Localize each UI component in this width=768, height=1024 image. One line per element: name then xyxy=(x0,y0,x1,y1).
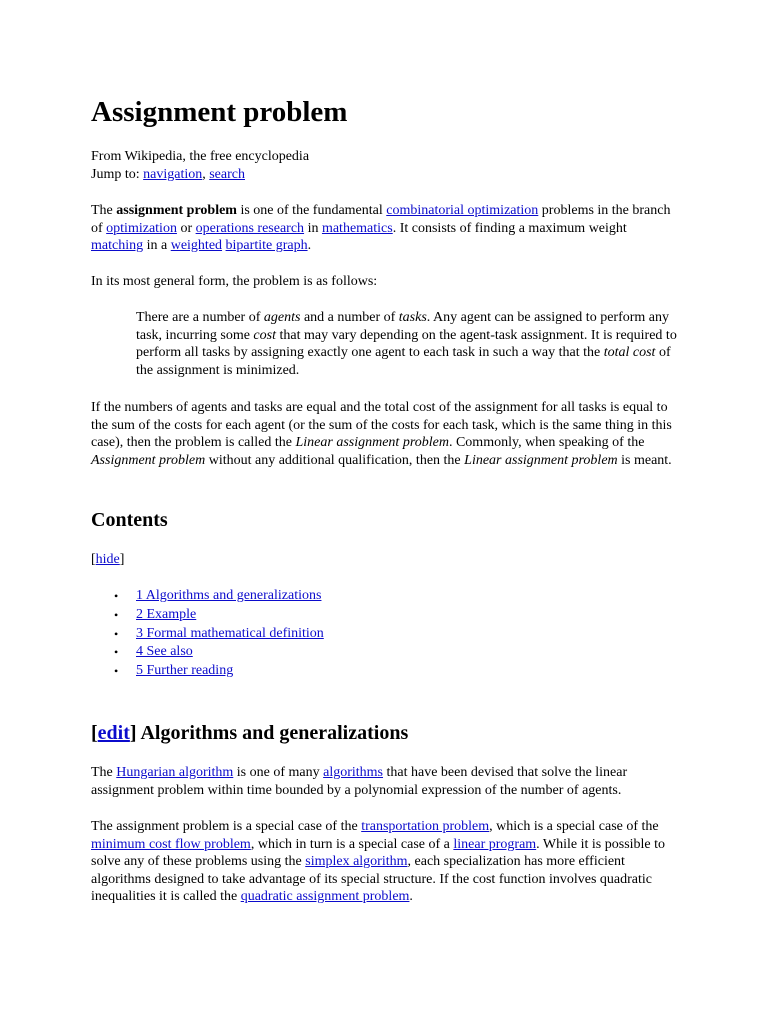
link-combinatorial-optimization[interactable]: combinatorial optimization xyxy=(386,203,539,218)
link-weighted[interactable]: weighted xyxy=(170,238,223,254)
text-run: without any additional qualification, then the xyxy=(205,452,465,468)
text-run: , each specialization has more efficient algorithms designed to take advantage of its special structure. If the cost function involves quadratic inequalities it is called the xyxy=(91,854,652,905)
intro-paragraph-2: In its most general form, the problem is as follows: xyxy=(91,274,378,289)
edit-link[interactable]: edit xyxy=(97,722,130,744)
link-algorithms[interactable]: algorithms xyxy=(323,765,384,780)
term-italic: Linear assignment problem xyxy=(295,435,449,451)
definition-blockquote xyxy=(136,309,681,379)
toc-list xyxy=(91,587,681,681)
text-run: . Any agent can be assigned to perform any task, incurring some xyxy=(136,310,670,343)
text-run: that have been devised that solve the linear assignment problem within time bounded by a polynomial expression of the number of agents. xyxy=(91,765,628,798)
link-linear-program[interactable]: linear program xyxy=(453,836,537,852)
term-italic: Linear assignment problem xyxy=(464,452,618,468)
bullet-icon: • xyxy=(114,664,119,679)
intro-paragraph-3 xyxy=(91,399,681,469)
link-minimum-cost-flow-problem[interactable]: minimum cost flow problem xyxy=(91,836,251,852)
section1-paragraph-2 xyxy=(91,818,681,906)
toc-toggle xyxy=(91,551,681,569)
toc-item xyxy=(91,587,681,606)
text-run: . xyxy=(307,238,312,254)
link-transportation-problem[interactable]: transportation problem xyxy=(361,819,490,834)
text-run: is one of many xyxy=(233,765,324,780)
jump-separator: , xyxy=(202,166,206,182)
text-run: The xyxy=(91,765,117,780)
bullet-icon: • xyxy=(114,645,119,660)
bracket: [ xyxy=(91,722,98,744)
text-run: The xyxy=(91,203,117,218)
text-run: . While it is possible to solve any of these problems using the xyxy=(91,836,666,870)
text-run: There are a number of xyxy=(136,310,264,325)
jump-search-link[interactable]: search xyxy=(209,166,245,182)
toc-item xyxy=(91,643,681,662)
bullet-icon: • xyxy=(114,607,119,622)
text-run: . xyxy=(409,889,413,905)
bracket: ] xyxy=(119,552,125,567)
link-simplex-algorithm[interactable]: simplex algorithm xyxy=(305,854,408,870)
jump-links xyxy=(91,166,309,184)
bracket: [ xyxy=(91,552,96,567)
term-italic: Assignment problem xyxy=(91,452,206,468)
toc-link-further-reading[interactable]: 5 Further reading xyxy=(136,663,234,679)
term-italic: tasks xyxy=(398,310,427,325)
jump-navigation-link[interactable]: navigation xyxy=(143,166,203,182)
text-run: or xyxy=(176,220,196,236)
page-title: Assignment problem xyxy=(91,96,348,128)
link-matching[interactable]: matching xyxy=(91,238,144,254)
text-run: problems in the branch of xyxy=(91,203,671,236)
term-italic: agents xyxy=(263,310,301,325)
text-run: , which is a special case of the xyxy=(489,819,659,834)
link-mathematics[interactable]: mathematics xyxy=(321,220,393,236)
link-bipartite-graph[interactable]: bipartite graph xyxy=(225,238,308,254)
section1-paragraph-1 xyxy=(91,764,681,799)
section-title: Algorithms and generalizations xyxy=(136,722,409,744)
link-optimization[interactable]: optimization xyxy=(106,220,177,236)
text-run: of the assignment is minimized. xyxy=(136,345,671,378)
bullet-icon: • xyxy=(114,626,119,641)
toc-item xyxy=(91,662,681,681)
text-run: in a xyxy=(143,238,171,254)
text-run: that may vary depending on the agent-task assignment. It is required to perform all tasks by assigning exactly one agent to each task in such a way that the xyxy=(136,327,677,361)
text-run: in xyxy=(304,220,322,236)
term-bold: assignment problem xyxy=(116,203,237,218)
text-run: . Commonly, when speaking of the xyxy=(448,435,645,451)
toc-link-see-also[interactable]: 4 See also xyxy=(136,644,193,660)
term-italic: cost xyxy=(253,327,276,343)
term-italic: total cost xyxy=(603,345,656,361)
text-run: and a number of xyxy=(300,310,399,325)
text-run: is meant. xyxy=(617,452,672,468)
text-run: is one of the fundamental xyxy=(236,203,387,218)
link-hungarian-algorithm[interactable]: Hungarian algorithm xyxy=(116,765,234,780)
text-run: The assignment problem is a special case of the xyxy=(91,819,362,834)
link-operations-research[interactable]: operations research xyxy=(195,220,305,236)
toc-heading: Contents xyxy=(91,509,168,531)
toc-link-formal-definition[interactable]: 3 Formal mathematical definition xyxy=(136,625,324,641)
toc-item xyxy=(91,606,681,625)
text-run: . It consists of finding a maximum weight xyxy=(392,220,627,236)
site-subtitle: From Wikipedia, the free encyclopedia xyxy=(91,149,310,164)
toc-link-example[interactable]: 2 Example xyxy=(136,606,197,622)
article-meta xyxy=(91,148,309,183)
jump-to-label: Jump to: xyxy=(91,166,140,182)
section-heading-algorithms xyxy=(91,720,681,746)
bracket: ] xyxy=(129,722,137,744)
toc-item xyxy=(91,625,681,644)
link-quadratic-assignment-problem[interactable]: quadratic assignment problem xyxy=(240,889,410,905)
bullet-icon: • xyxy=(114,589,119,603)
toc-link-algorithms[interactable]: 1 Algorithms and generalizations xyxy=(136,588,322,603)
text-run: , which in turn is a special case of a xyxy=(250,836,454,852)
intro-paragraph-1 xyxy=(91,202,681,255)
toc-hide-link[interactable]: hide xyxy=(95,552,120,567)
text-run: If the numbers of agents and tasks are equal and the total cost of the assignment for all tasks is equal to the sum of the costs for each agent (or the sum of the costs for each task, which is the same thing in this case), then the problem is called the xyxy=(91,400,672,451)
